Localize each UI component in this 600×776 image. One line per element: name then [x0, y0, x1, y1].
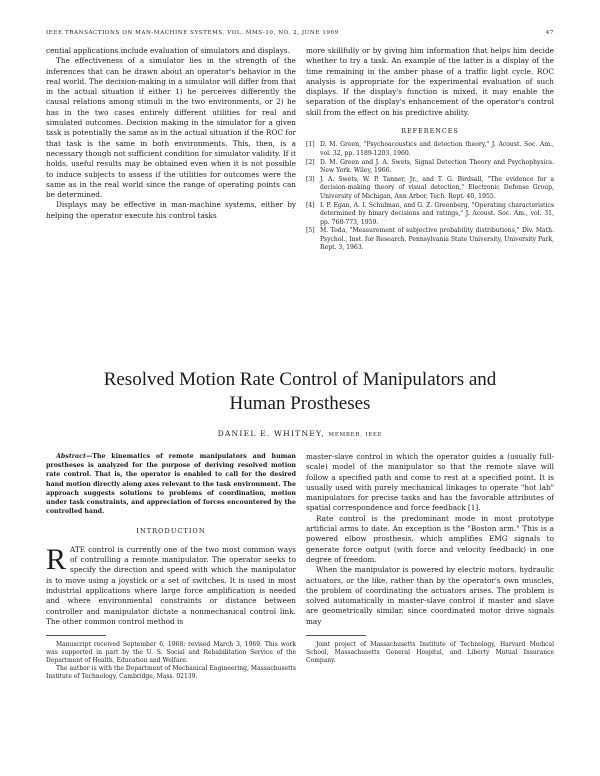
reference-item	[306, 141, 554, 158]
paragraph: Rate control is the predominant mode in most prototype artificial arms to date. An exception is the "Boston arm." This is a powered elbow prosthesis, which amplifies EMG signals to generate force output (with force and velocity feedback) in one degree of freedom.	[306, 513, 554, 564]
footnote: Joint project of Massachusetts Institute of Technology, Harvard Medical School, Massachusetts General Hospital, and Liberty Mutual Insurance Company.	[306, 641, 554, 665]
previous-article-right-column	[306, 46, 554, 253]
author-membership: MEMBER, IEEE	[328, 432, 383, 438]
journal-name: IEEE TRANSACTIONS ON MAN-MACHINE SYSTEMS, VOL. MMS-10, NO. 2, JUNE 1969	[46, 30, 339, 36]
author-line	[0, 429, 600, 438]
reference-number: [3]	[306, 176, 315, 183]
reference-item	[306, 159, 554, 176]
abstract-label: Abstract	[56, 453, 86, 460]
footnotes	[306, 641, 554, 665]
reference-item	[306, 227, 554, 252]
previous-article-left-column	[46, 46, 296, 221]
reference-text: I. P. Egan, A. I. Schulman, and G. Z. Greenberg, "Operating characteristics determined by binary decisions and ratings," J. Acoust. Soc. Am., vol. 31, pp. 768-773, 1959.	[320, 201, 554, 226]
paragraph: Displays may be effective in man-machine systems, either by helping the operator execute his control tasks	[46, 200, 296, 220]
reference-text: M. Toda, "Measurement of subjective probability distributions," Div. Math. Psychol., Inst. for Research, Pennsylvania State University, University Park, Rept. 3, 1963.	[320, 227, 554, 252]
reference-item	[306, 202, 554, 227]
section-heading: INTRODUCTION	[136, 527, 206, 536]
new-article-right-column	[306, 452, 554, 665]
article-title-line: Human Prostheses	[229, 393, 371, 414]
reference-text: J. A. Swets, W. P. Tanner, Jr., and T. G. Birdsall, "The evidence for a decision-making theory of visual detection," Electronic Defense Group, University of Michigan, Ann Arbor, Tech. Rept. 40, 1955.	[320, 176, 554, 200]
paragraph: cential applications include evaluation of simulators and displays.	[46, 46, 290, 55]
paragraph: When the manipulator is powered by electric motors, hydraulic actuators, or the like, rather than by the operator's own muscles, the problem of coordinating the actuators arises. The problem is solved automatically in master-slave control if master and slave are geometrically similar, since coordinated motor drive signals may	[306, 565, 554, 626]
reference-number: [4]	[306, 201, 315, 209]
footnote-divider	[306, 635, 366, 636]
article-title	[40, 368, 560, 416]
abstract	[46, 452, 296, 516]
reference-list	[306, 141, 554, 252]
paragraph: master-slave control in which the operator guides a (usually full-scale) model of the manipulator so that the remote slave will follow a specified path and come to rest at a specified point. It is usually used with purely mechanical linkages to operate "hot lab" manipulators for precise tasks and has the favorable attributes of spatial correspondence and force feedback [1].	[306, 452, 554, 513]
new-article-left-column	[46, 452, 296, 681]
reference-number: [1]	[306, 141, 315, 149]
reference-number: [5]	[306, 227, 315, 235]
reference-text: D. M. Green and J. A. Swets, Signal Detection Theory and Psychophysics. New York: Wiley, 1966.	[320, 158, 554, 175]
intro-text: ATE control is currently one of the two most common ways of controlling a remote manipulator. The operator seeks to specify the direction and speed with which the manipulator is to move using a joystick or a set of switches. It is used in most industrial applications where large force amplification is needed and where environmental constraints or distance between controller and manipulator dictate a nonmechanical control link. The other common control method is	[46, 544, 296, 626]
intro-paragraph	[46, 542, 296, 627]
footnote: The author is with the Department of Mechanical Engineering, Massachusetts Institute of Technology, Cambridge, Mass. 02139.	[46, 665, 296, 681]
footnote-divider	[46, 635, 106, 636]
abstract-text: —The kinematics of remote manipulators and human prostheses is analyzed for the purpose of deriving resolved motion rate control. That is, the operator is enabled to call for the desired hand motion directly along axes relevant to the task environment. The approach suggests solutions to problems of coordination, motion under task constraints, and appreciation of forces encountered by the controlled hand.	[46, 453, 296, 516]
footnote: Manuscript received September 6, 1968; revised March 3, 1969. This work was supported in part by the U. S. Social and Rehabilitation Service of the Department of Health, Education and Welfare.	[46, 641, 296, 665]
running-header	[46, 30, 554, 40]
page-number: 47	[545, 30, 554, 36]
footnotes	[46, 641, 296, 681]
drop-cap: R	[46, 542, 67, 576]
paragraph: more skillfully or by giving him information that helps him decide whether to try a task. An example of the latter is a display of the time remaining in the amber phase of a traffic light cycle. ROC analysis is appropriate for the experimental evaluation of such displays. If the display's function is mixed, it may enable the separation of the display's enhancement of the operator's control skill from the effect on his predictive ability.	[306, 46, 554, 117]
author-name: DANIEL E. WHITNEY,	[217, 429, 325, 438]
reference-number: [2]	[306, 158, 315, 166]
references-heading: REFERENCES	[401, 127, 459, 136]
article-title-line: Resolved Motion Rate Control of Manipulators and	[103, 369, 497, 390]
reference-item	[306, 176, 554, 201]
paragraph: The effectiveness of a simulator lies in the strength of the inferences that can be drawn about an operator's behavior in the real world. The decision-making in a simulator will differ from that in the actual situation if either 1) he perceives differently the causal relations among stimuli in the two environments, or 2) he has in the two cases entirely different utilities for real and simulated outcomes. Decision making in the simulator for a given task is potentially the same as in the actual situation if the ROC for that task is the same in both environments. This, then, is a necessary though not sufficient condition for simulator validity. If it holds, useful results may be obtained even when it is not possible to induce subjects to assess if the utilities for outcomes were the same as in the real world since the range of operating points can be determined.	[46, 56, 296, 200]
reference-text: D. M. Green, "Psychoacoustics and detection theory," J. Acoust. Soc. Am., vol. 32, pp. 1189-1203, 1960.	[320, 141, 554, 157]
